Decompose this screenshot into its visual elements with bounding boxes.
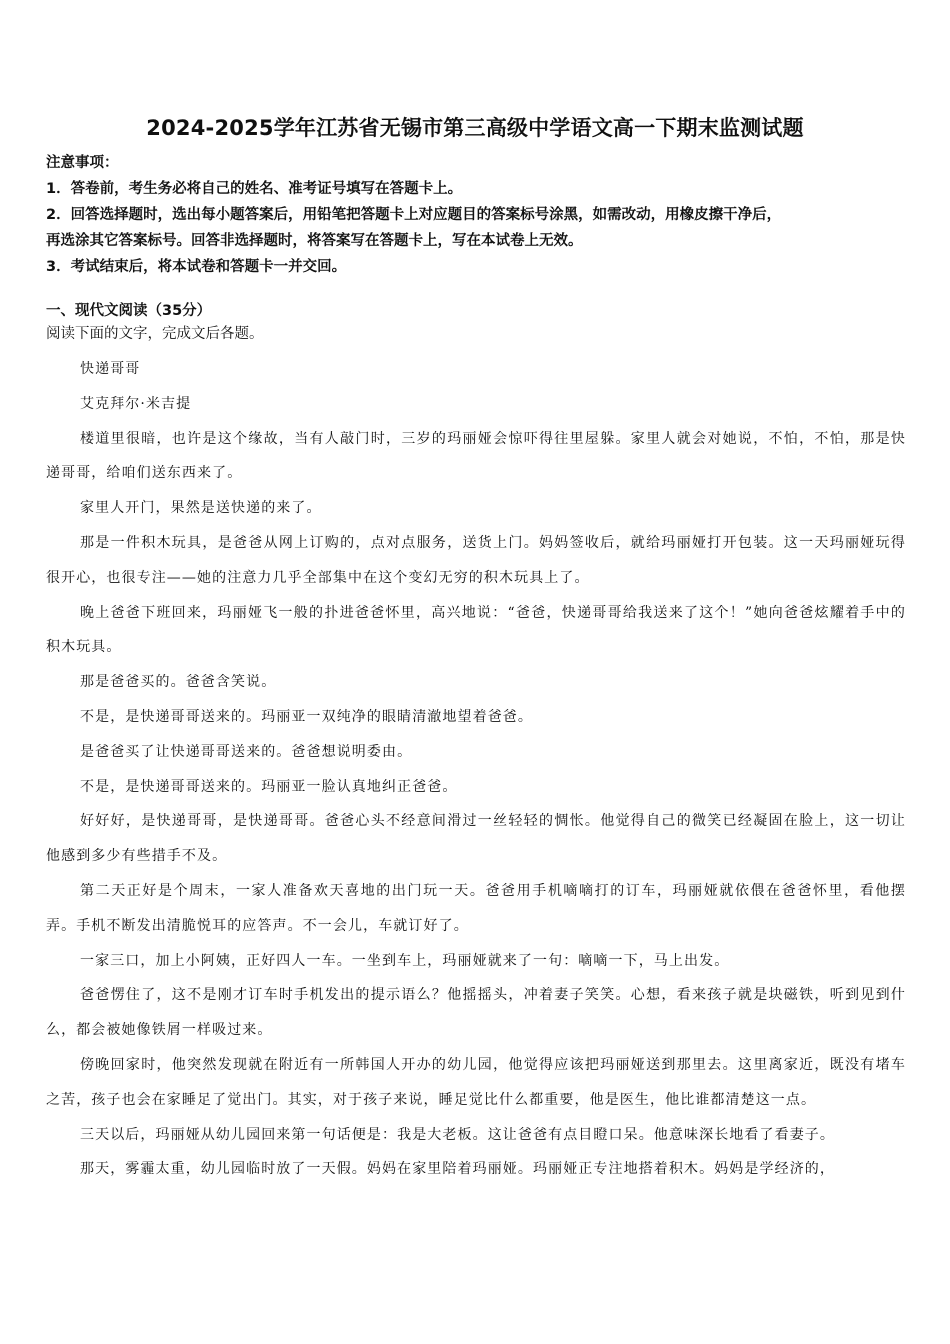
reading-article — [46, 352, 906, 1187]
article-paragraph: 不是，是快递哥哥送来的。玛丽亚一双纯净的眼睛清澈地望着爸爸。 — [80, 708, 533, 725]
article-paragraph: 那天，雾霾太重，幼儿园临时放了一天假。妈妈在家里陪着玛丽娅。玛丽娅正专注地搭着积木。妈妈是学经济的， — [80, 1161, 835, 1178]
section-header — [46, 300, 906, 346]
notice-item: 2．回答选择题时，选出每小题答案后，用铅笔把答题卡上对应题目的答案标号涂黑，如需改动，用橡皮擦干净后， — [46, 207, 782, 223]
article-title: 快递哥哥 — [80, 361, 141, 377]
article-paragraph: 是爸爸买了让快递哥哥送来的。爸爸想说明委由。 — [80, 743, 413, 760]
article-paragraph: 第二天正好是个周末，一家人准备欢天喜地的出门玩一天。爸爸用手机嘀嘀打的订车，玛丽娅就依偎在爸爸怀里，看他摆弄。手机不断发出清脆悦耳的应答声。不一会儿，车就订好了。 — [46, 882, 906, 934]
article-paragraph: 不是，是快递哥哥送来的。玛丽亚一脸认真地纠正爸爸。 — [80, 778, 458, 795]
page-title: 2024-2025学年江苏省无锡市第三高级中学语文高一下期末监测试题 — [146, 116, 804, 140]
article-author: 艾克拜尔·米吉提 — [80, 395, 192, 412]
article-paragraph: 爸爸愣住了，这不是刚才订车时手机发出的提示语么？他摇摇头，冲着妻子笑笑。心想，看来孩子就是块磁铁，听到见到什么，都会被她像铁屑一样吸过来。 — [46, 987, 906, 1039]
notice-block — [46, 150, 906, 280]
article-paragraph: 晚上爸爸下班回来，玛丽娅飞一般的扑进爸爸怀里，高兴地说：“爸爸，快递哥哥给我送来了这个！”她向爸爸炫耀着手中的积木玩具。 — [46, 604, 906, 656]
article-paragraph: 好好好，是快递哥哥，是快递哥哥。爸爸心头不经意间滑过一丝轻轻的惆怅。他觉得自己的微笑已经凝固在脸上，这一切让他感到多少有些措手不及。 — [46, 813, 906, 865]
section-instruction: 阅读下面的文字，完成文后各题。 — [46, 326, 264, 342]
article-paragraph: 楼道里很暗，也许是这个缘故，当有人敲门时，三岁的玛丽娅会惊吓得往里屋躲。家里人就会对她说，不怕，不怕，那是快递哥哥，给咱们送东西来了。 — [46, 430, 906, 482]
notice-heading: 注意事项： — [46, 155, 119, 171]
article-paragraph: 傍晚回家时，他突然发现就在附近有一所韩国人开办的幼儿园，他觉得应该把玛丽娅送到那里去。这里离家近，既没有堵车之苦，孩子也会在家睡足了觉出门。其实，对于孩子来说，睡足觉比什么都重要，他是医生，他比谁都清楚这一点。 — [46, 1056, 906, 1108]
article-paragraph: 家里人开门，果然是送快递的来了。 — [80, 500, 322, 517]
notice-item: 1．答卷前，考生务必将自己的姓名、准考证号填写在答题卡上。 — [46, 181, 463, 197]
section-heading: 一、现代文阅读（35分） — [46, 303, 212, 319]
article-paragraph: 一家三口，加上小阿姨，正好四人一车。一坐到车上，玛丽娅就来了一句：嘀嘀一下，马上出发。 — [80, 952, 730, 969]
article-paragraph: 那是爸爸买的。爸爸含笑说。 — [80, 674, 277, 691]
notice-item: 3．考试结束后，将本试卷和答题卡一并交回。 — [46, 259, 347, 275]
notice-item: 再选涂其它答案标号。回答非选择题时，将答案写在答题卡上，写在本试卷上无效。 — [46, 233, 583, 249]
article-paragraph: 三天以后，玛丽娅从幼儿园回来第一句话便是：我是大老板。这让爸爸有点目瞪口呆。他意味深长地看了看妻子。 — [80, 1126, 835, 1143]
article-paragraph: 那是一件积木玩具，是爸爸从网上订购的，点对点服务，送货上门。妈妈签收后，就给玛丽娅打开包装。这一天玛丽娅玩得很开心，也很专注——她的注意力几乎全部集中在这个变幻无穷的积木玩具上了。 — [46, 534, 906, 586]
